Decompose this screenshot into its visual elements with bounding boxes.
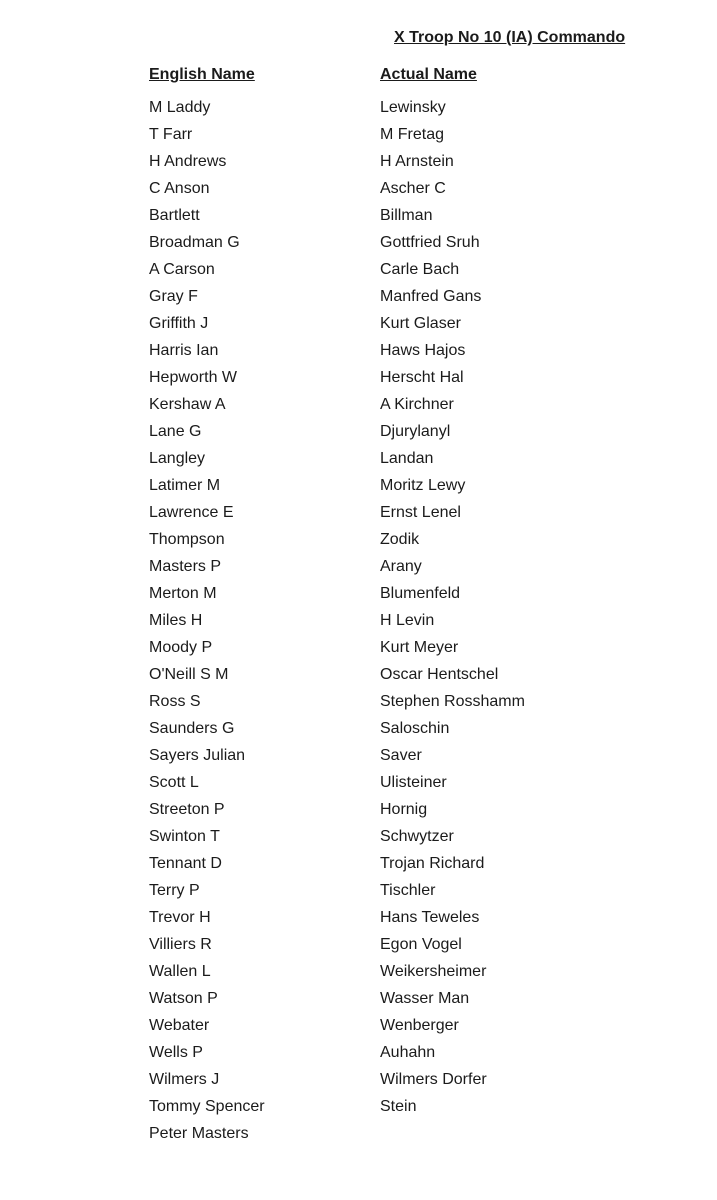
actual-name-item: Ernst Lenel <box>380 504 461 521</box>
english-name-item: Gray F <box>149 288 198 305</box>
english-name-header: English Name <box>149 66 255 83</box>
english-name-item: Griffith J <box>149 315 209 332</box>
actual-name-item: Tischler <box>380 882 436 899</box>
actual-name-item: Zodik <box>380 531 420 548</box>
english-name-item: Webater <box>149 1017 210 1034</box>
actual-name-item: H Levin <box>380 612 435 629</box>
english-name-item: Harris Ian <box>149 342 219 359</box>
english-name-item: Merton M <box>149 585 217 602</box>
actual-name-item: M Fretag <box>380 126 445 143</box>
english-name-item: Thompson <box>149 531 225 548</box>
actual-name-item: Haws Hajos <box>380 342 466 359</box>
actual-name-item: Wilmers Dorfer <box>380 1071 487 1088</box>
english-name-item: Swinton T <box>149 828 220 845</box>
english-name-item: Wallen L <box>149 963 211 980</box>
english-name-item: T Farr <box>149 126 193 143</box>
actual-name-item: Saloschin <box>380 720 450 737</box>
english-name-item: Broadman G <box>149 234 240 251</box>
english-name-list <box>149 97 369 1150</box>
actual-name-item: Herscht Hal <box>380 369 464 386</box>
actual-name-item: Egon Vogel <box>380 936 462 953</box>
actual-name-item: Landan <box>380 450 434 467</box>
actual-name-item: Trojan Richard <box>380 855 485 872</box>
english-name-item: Moody P <box>149 639 213 656</box>
actual-name-item: Hans Teweles <box>380 909 480 926</box>
english-name-item: Langley <box>149 450 206 467</box>
english-name-item: Bartlett <box>149 207 200 224</box>
actual-name-list <box>380 97 680 1123</box>
actual-name-item: H Arnstein <box>380 153 454 170</box>
english-name-item: Watson P <box>149 990 218 1007</box>
english-name-item: Tommy Spencer <box>149 1098 265 1115</box>
actual-name-item: Lewinsky <box>380 99 446 116</box>
english-name-item: H Andrews <box>149 153 227 170</box>
actual-name-item: Weikersheimer <box>380 963 487 980</box>
actual-name-item: A Kirchner <box>380 396 454 413</box>
actual-name-item: Kurt Glaser <box>380 315 461 332</box>
actual-name-item: Ulisteiner <box>380 774 447 791</box>
actual-name-header: Actual Name <box>380 66 477 83</box>
english-name-item: Kershaw A <box>149 396 226 413</box>
actual-name-item: Carle Bach <box>380 261 460 278</box>
actual-name-item: Kurt Meyer <box>380 639 459 656</box>
actual-name-item: Blumenfeld <box>380 585 461 602</box>
actual-name-item: Billman <box>380 207 433 224</box>
actual-name-item: Ascher C <box>380 180 446 197</box>
english-name-item: A Carson <box>149 261 215 278</box>
actual-name-item: Schwytzer <box>380 828 454 845</box>
document-title: X Troop No 10 (IA) Commando <box>394 29 626 46</box>
actual-name-item: Auhahn <box>380 1044 436 1061</box>
english-name-item: Miles H <box>149 612 203 629</box>
actual-name-item: Stephen Rosshamm <box>380 693 525 710</box>
english-name-item: Terry P <box>149 882 200 899</box>
actual-name-item: Saver <box>380 747 422 764</box>
actual-name-item: Oscar Hentschel <box>380 666 499 683</box>
actual-name-item: Hornig <box>380 801 428 818</box>
english-name-item: Villiers R <box>149 936 212 953</box>
english-name-item: Tennant D <box>149 855 222 872</box>
english-name-item: M Laddy <box>149 99 211 116</box>
actual-name-item: Wenberger <box>380 1017 459 1034</box>
english-name-item: Hepworth W <box>149 369 238 386</box>
english-name-item: Lawrence E <box>149 504 234 521</box>
english-name-item: C Anson <box>149 180 210 197</box>
actual-name-item: Moritz Lewy <box>380 477 466 494</box>
english-name-item: Sayers Julian <box>149 747 246 764</box>
english-name-item: Trevor H <box>149 909 211 926</box>
actual-name-item: Wasser Man <box>380 990 470 1007</box>
actual-name-item: Arany <box>380 558 422 575</box>
english-name-item: Masters P <box>149 558 222 575</box>
actual-name-item: Gottfried Sruh <box>380 234 480 251</box>
actual-name-item: Manfred Gans <box>380 288 482 305</box>
english-name-item: Lane G <box>149 423 202 440</box>
english-name-item: Saunders G <box>149 720 235 737</box>
english-name-item: Wells P <box>149 1044 203 1061</box>
actual-name-item: Djurylanyl <box>380 423 451 440</box>
english-name-item: O'Neill S M <box>149 666 229 683</box>
english-name-item: Scott L <box>149 774 199 791</box>
english-name-item: Streeton P <box>149 801 225 818</box>
english-name-item: Ross S <box>149 693 201 710</box>
english-name-item: Peter Masters <box>149 1125 249 1142</box>
english-name-item: Latimer M <box>149 477 221 494</box>
actual-name-item: Stein <box>380 1098 417 1115</box>
english-name-item: Wilmers J <box>149 1071 220 1088</box>
